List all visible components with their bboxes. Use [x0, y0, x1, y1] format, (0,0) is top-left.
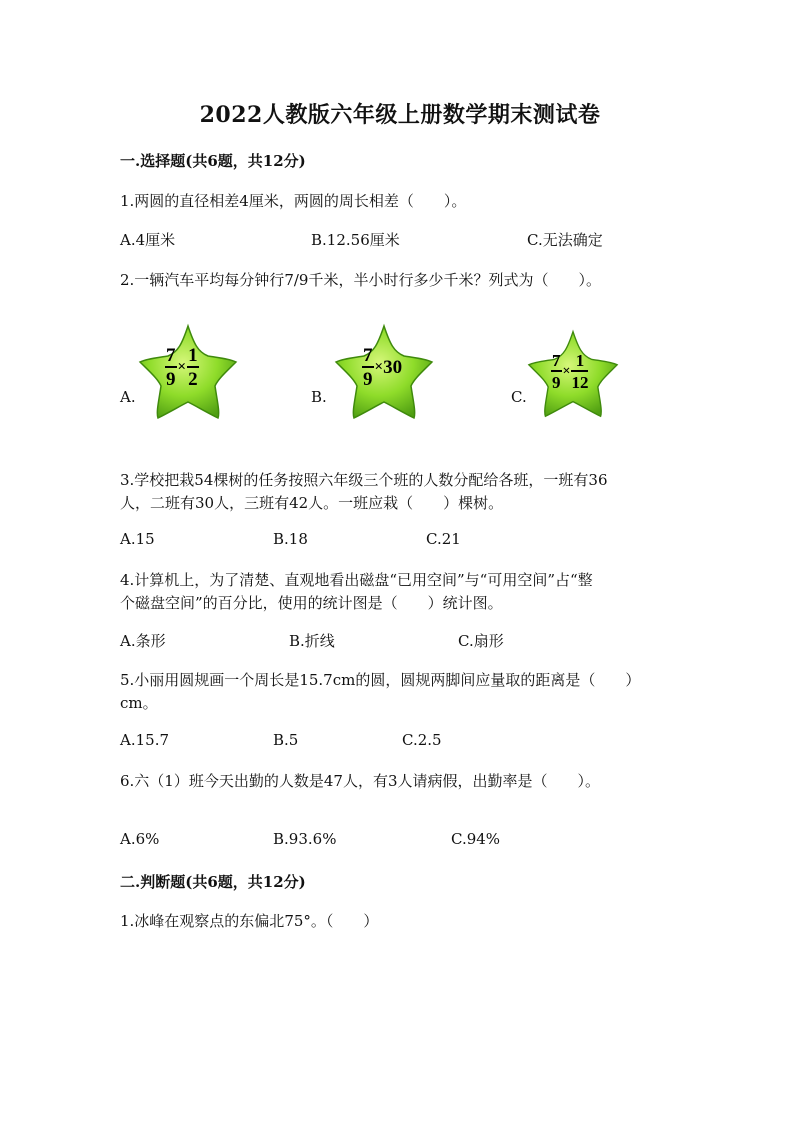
q2-option-b-expression — [362, 346, 402, 389]
expr-a-numerator: 7 — [166, 345, 176, 366]
expr-b-numerator: 7 — [363, 345, 373, 366]
question-2-text: 2.一辆汽车平均每分钟行7/9千米，半小时行多少千米？列式为（ ）。 — [120, 271, 601, 289]
q3-option-c[interactable]: C.21 — [426, 530, 461, 548]
question-3-line-1: 3.学校把栽54棵树的任务按照六年级三个班的人数分配给各班，一班有36 — [120, 471, 608, 489]
page-title: 2022人教版六年级上册数学期末测试卷 — [199, 102, 601, 128]
q1-option-a[interactable]: A.4厘米 — [120, 231, 176, 249]
question-4-line-2: 个磁盘空间”的百分比，使用的统计图是（ ）统计图。 — [120, 594, 503, 612]
q4-option-a[interactable]: A.条形 — [120, 632, 166, 650]
section-heading-true-false: 二.判断题(共6题，共12分) — [120, 873, 306, 891]
q2-option-a-star-image[interactable] — [138, 322, 238, 422]
expr-a-denominator: 9 — [166, 369, 176, 390]
q6-option-c[interactable]: C.94% — [451, 830, 501, 848]
q4-option-c[interactable]: C.扇形 — [458, 632, 504, 650]
q2-option-c[interactable]: C. — [511, 388, 527, 406]
q5-option-c[interactable]: C.2.5 — [402, 731, 442, 749]
question-5-line-1: 5.小丽用圆规画一个周长是15.7cm的圆，圆规两脚间应量取的距离是（ ） — [120, 671, 641, 689]
expr-a-operator: × — [177, 359, 187, 375]
question-6-text: 6.六（1）班今天出勤的人数是47人，有3人请病假，出勤率是（ ）。 — [120, 772, 600, 790]
expr-b-right-whole: 30 — [383, 356, 403, 378]
q3-option-b[interactable]: B.18 — [273, 530, 308, 548]
question-5-line-2: cm。 — [120, 694, 158, 712]
section-heading-multiple-choice: 一.选择题(共6题，共12分) — [120, 152, 306, 170]
expr-b-operator: × — [374, 359, 384, 375]
judgement-1-text: 1.冰峰在观察点的东偏北75°。（ ） — [120, 912, 379, 930]
expr-c-operator: × — [562, 363, 571, 379]
q6-option-a[interactable]: A.6% — [120, 830, 160, 848]
expr-c-right-numerator: 1 — [571, 352, 588, 372]
q1-option-b[interactable]: B.12.56厘米 — [311, 231, 400, 249]
question-4-line-1: 4.计算机上，为了清楚、直观地看出磁盘“已用空间”与“可用空间”占“整 — [120, 571, 593, 589]
q2-option-a[interactable]: A. — [120, 388, 136, 406]
q2-option-c-star-image[interactable] — [527, 328, 619, 420]
expr-c-numerator: 7 — [552, 351, 561, 370]
question-1-text: 1.两圆的直径相差4厘米，两圆的周长相差（ ）。 — [120, 192, 467, 210]
expr-c-denominator: 9 — [552, 373, 561, 392]
q2-option-b-star-image[interactable] — [334, 322, 434, 422]
expr-b-denominator: 9 — [363, 369, 373, 390]
q2-option-c-expression — [551, 352, 588, 391]
expr-a-right-numerator: 1 — [188, 345, 198, 366]
q5-option-a[interactable]: A.15.7 — [120, 731, 169, 749]
q2-option-a-expression — [165, 346, 199, 389]
q1-option-c[interactable]: C.无法确定 — [527, 231, 603, 249]
q4-option-b[interactable]: B.折线 — [289, 632, 335, 650]
q6-option-b[interactable]: B.93.6% — [273, 830, 337, 848]
q2-option-b[interactable]: B. — [311, 388, 327, 406]
expr-c-right-denominator: 12 — [571, 373, 589, 392]
expr-a-right-denominator: 2 — [188, 369, 198, 390]
q3-option-a[interactable]: A.15 — [120, 530, 155, 548]
q5-option-b[interactable]: B.5 — [273, 731, 299, 749]
question-3-line-2: 人，二班有30人，三班有42人。一班应栽（ ）棵树。 — [120, 494, 504, 512]
